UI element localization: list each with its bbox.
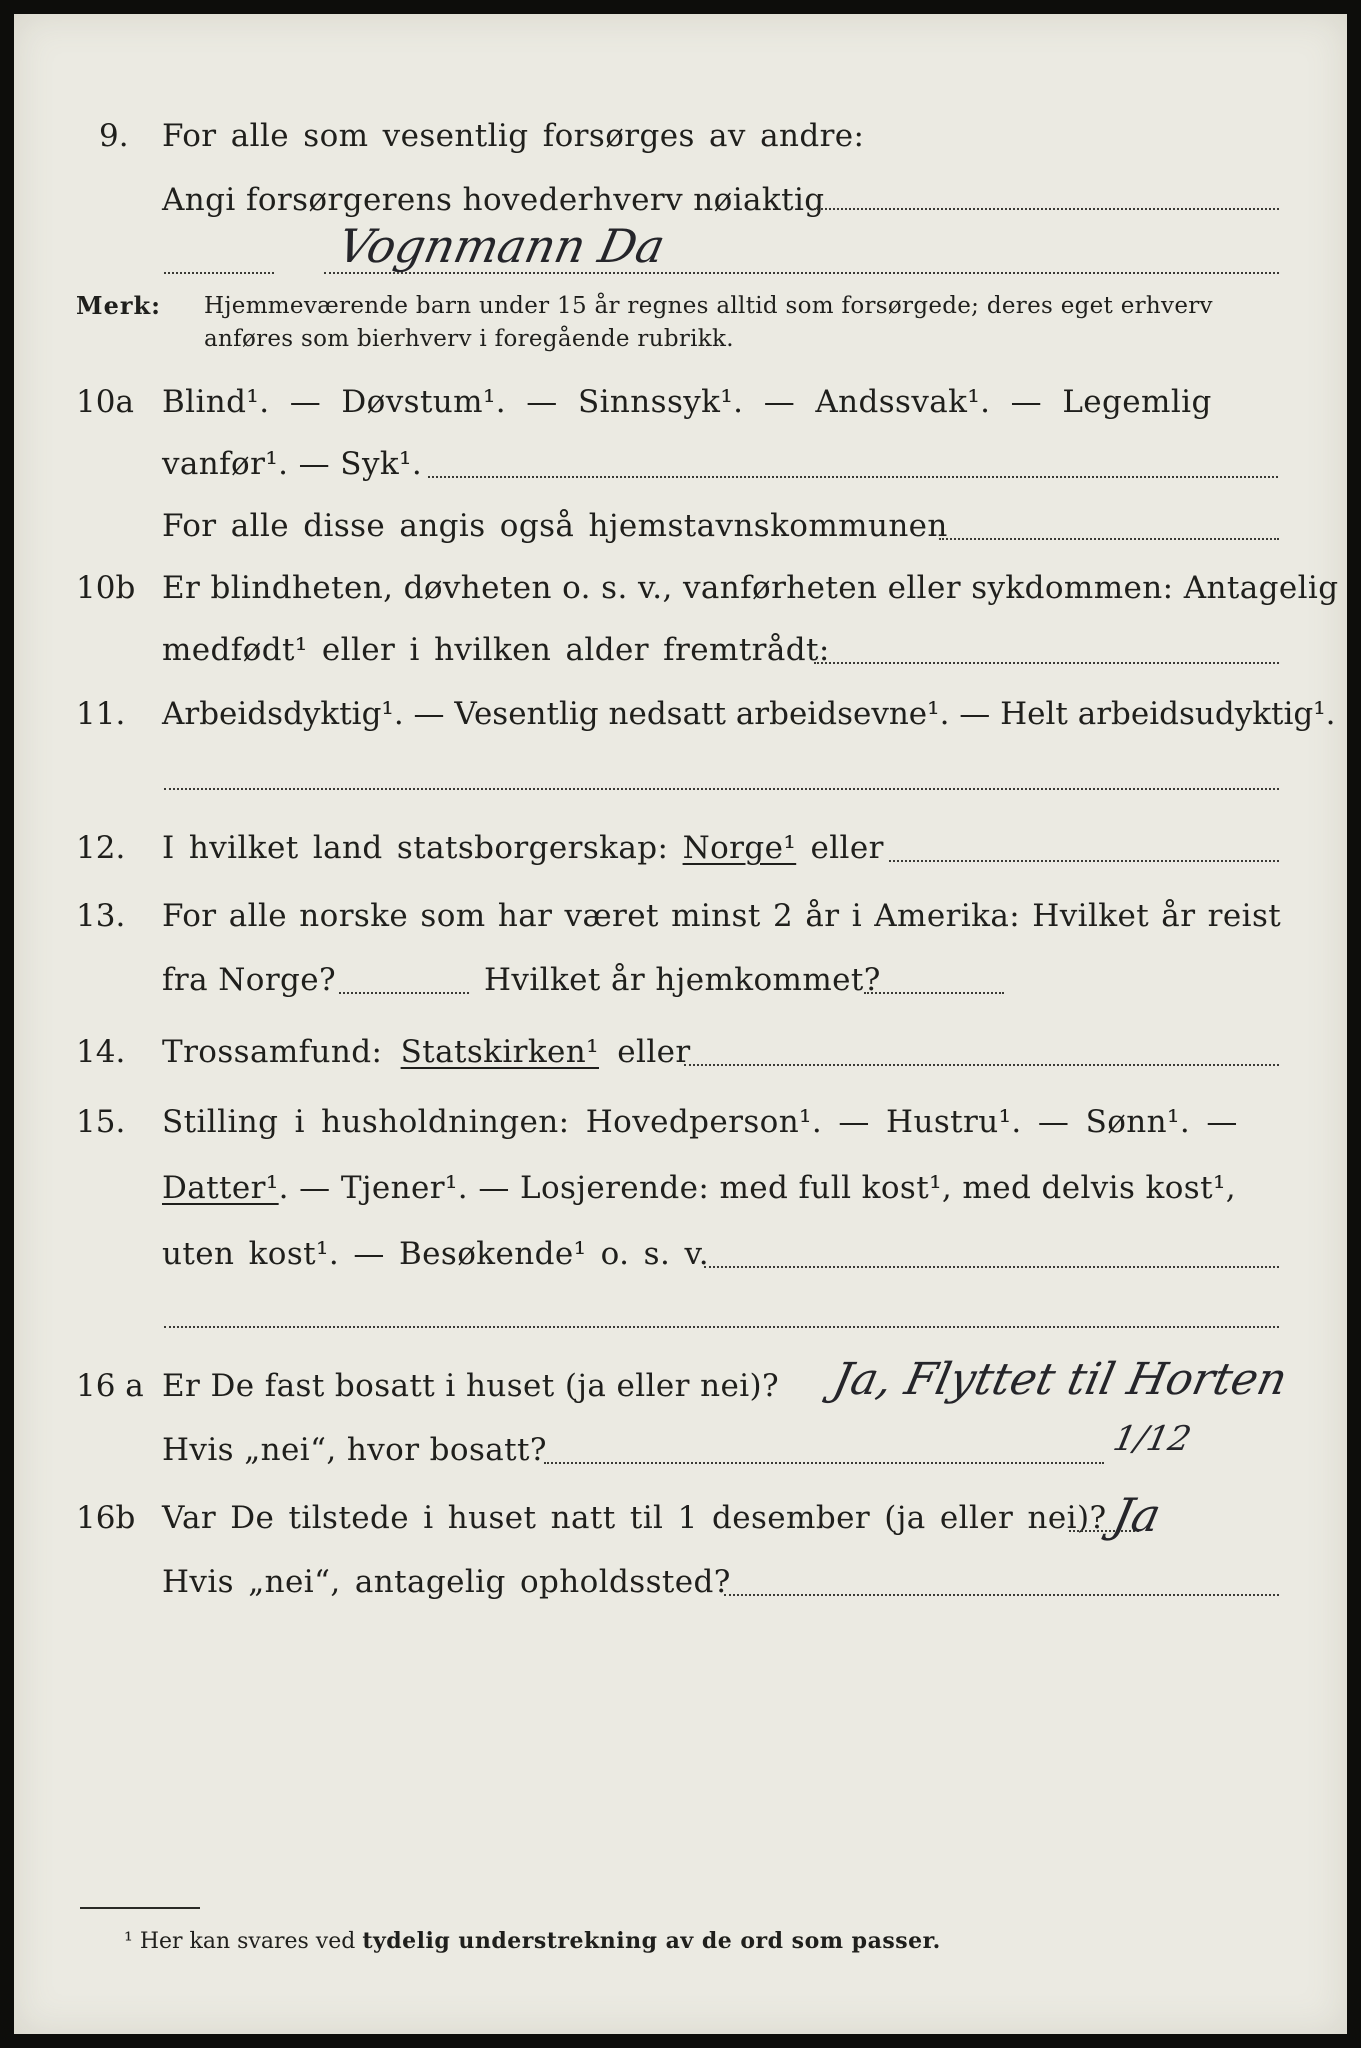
footnote-mark: ¹ bbox=[124, 1929, 133, 1954]
q15-line2-rest: . — Tjener¹. — Losjerende: med full kost¹, med delvis kost¹, bbox=[278, 1170, 1237, 1206]
q15-line1: Stilling i husholdningen: Hovedperson¹. — Hustru¹. — Sønn¹. — bbox=[162, 1104, 1238, 1140]
q14-prefix: Trossamfund: bbox=[162, 1034, 401, 1070]
q15-datter-underlined: Datter¹ bbox=[162, 1170, 279, 1206]
q12-number: 12. bbox=[76, 830, 126, 866]
q13-line2a: fra Norge? bbox=[162, 962, 337, 998]
q10b-line1: Er blindheten, døvheten o. s. v., vanførheten eller sykdommen: Antagelig bbox=[162, 570, 1339, 606]
q11-line1: Arbeidsdyktig¹. — Vesentlig nedsatt arbeidsevne¹. — Helt arbeidsudyktig¹. bbox=[162, 696, 1336, 732]
q9-handwritten-answer: Vognmann Da bbox=[333, 219, 670, 273]
q11-number: 11. bbox=[76, 696, 126, 732]
census-form-page bbox=[14, 14, 1347, 2034]
q13-line2b: Hvilket år hjemkommet? bbox=[484, 962, 881, 998]
q10a-number: 10a bbox=[76, 384, 134, 420]
q16a-line1: Er De fast bosatt i huset (ja eller nei)? bbox=[162, 1368, 780, 1404]
q15-answer-line-2 bbox=[164, 1326, 1279, 1328]
q10b-line2: medfødt¹ eller i hvilken alder fremtrådt: bbox=[162, 632, 830, 668]
q12-answer-line bbox=[889, 860, 1279, 862]
q16b-line2: Hvis „nei“, antagelig opholdssted? bbox=[162, 1564, 731, 1600]
q14-statskirken-underlined: Statskirken¹ bbox=[400, 1034, 599, 1070]
q16b-line1: Var De tilstede i huset natt til 1 desember (ja eller nei)? bbox=[162, 1500, 1107, 1536]
merk-line2: anføres som bierhverv i foregående rubrikk. bbox=[204, 326, 734, 352]
q16b-handwritten-answer: Ja bbox=[1108, 1488, 1166, 1542]
q13-answer-line-1 bbox=[339, 992, 469, 994]
q9-answer-line-2a bbox=[164, 272, 274, 274]
q12-line bbox=[162, 830, 884, 866]
footnote-rule bbox=[80, 1907, 200, 1909]
q16b-number: 16b bbox=[76, 1500, 136, 1536]
q16a-line2: Hvis „nei“, hvor bosatt? bbox=[162, 1432, 547, 1468]
q9-number: 9. bbox=[99, 118, 129, 154]
q15-number: 15. bbox=[76, 1104, 126, 1140]
footnote-text-bold: tydelig understrekning av de ord som passer. bbox=[362, 1928, 941, 1954]
q16a-answer-line bbox=[544, 1462, 1104, 1464]
q10a-answer-line-2 bbox=[939, 538, 1279, 540]
q10a-line3: For alle disse angis også hjemstavnskommunen bbox=[162, 508, 948, 544]
q10b-number: 10b bbox=[76, 570, 136, 606]
q14-number: 14. bbox=[76, 1034, 126, 1070]
footnote-text-plain: Her kan svares ved bbox=[132, 1929, 363, 1954]
q15-line2 bbox=[162, 1170, 1236, 1206]
q16a-handwritten-date: 1/12 bbox=[1109, 1419, 1195, 1459]
q14-suffix: eller bbox=[599, 1034, 691, 1070]
q15-answer-line-1 bbox=[704, 1266, 1279, 1268]
q12-prefix: I hvilket land statsborgerskap: bbox=[162, 830, 683, 866]
q13-number: 13. bbox=[76, 898, 126, 934]
q12-norge-underlined: Norge¹ bbox=[682, 830, 797, 866]
q13-line1: For alle norske som har været minst 2 år i Amerika: Hvilket år reist bbox=[162, 898, 1282, 934]
merk-label: Merk: bbox=[76, 291, 161, 320]
q14-line bbox=[162, 1034, 691, 1070]
q15-line3: uten kost¹. — Besøkende¹ o. s. v. bbox=[162, 1236, 709, 1272]
q9-line2: Angi forsørgerens hovederhverv nøiaktig bbox=[162, 182, 825, 218]
q16a-handwritten-answer: Ja, Flyttet til Horten bbox=[828, 1354, 1292, 1405]
q14-answer-line bbox=[684, 1064, 1279, 1066]
q9-answer-line-1 bbox=[814, 208, 1279, 210]
q11-answer-line bbox=[164, 788, 1279, 790]
q9-line1: For alle som vesentlig forsørges av andre: bbox=[162, 118, 865, 154]
q16b-answer-line-2 bbox=[724, 1594, 1279, 1596]
q12-suffix: eller bbox=[796, 830, 884, 866]
q10b-answer-line bbox=[814, 662, 1279, 664]
footnote bbox=[124, 1927, 941, 1956]
q10a-line1: Blind¹. — Døvstum¹. — Sinnssyk¹. — Andssvak¹. — Legemlig bbox=[162, 384, 1212, 420]
q13-answer-line-2 bbox=[864, 992, 1004, 994]
q10a-answer-line-1 bbox=[428, 476, 1278, 478]
q10a-line2: vanfør¹. — Syk¹. bbox=[162, 446, 423, 482]
merk-line1: Hjemmeværende barn under 15 år regnes alltid som forsørgede; deres eget erhverv bbox=[204, 293, 1213, 319]
q16a-number: 16 a bbox=[76, 1368, 144, 1404]
